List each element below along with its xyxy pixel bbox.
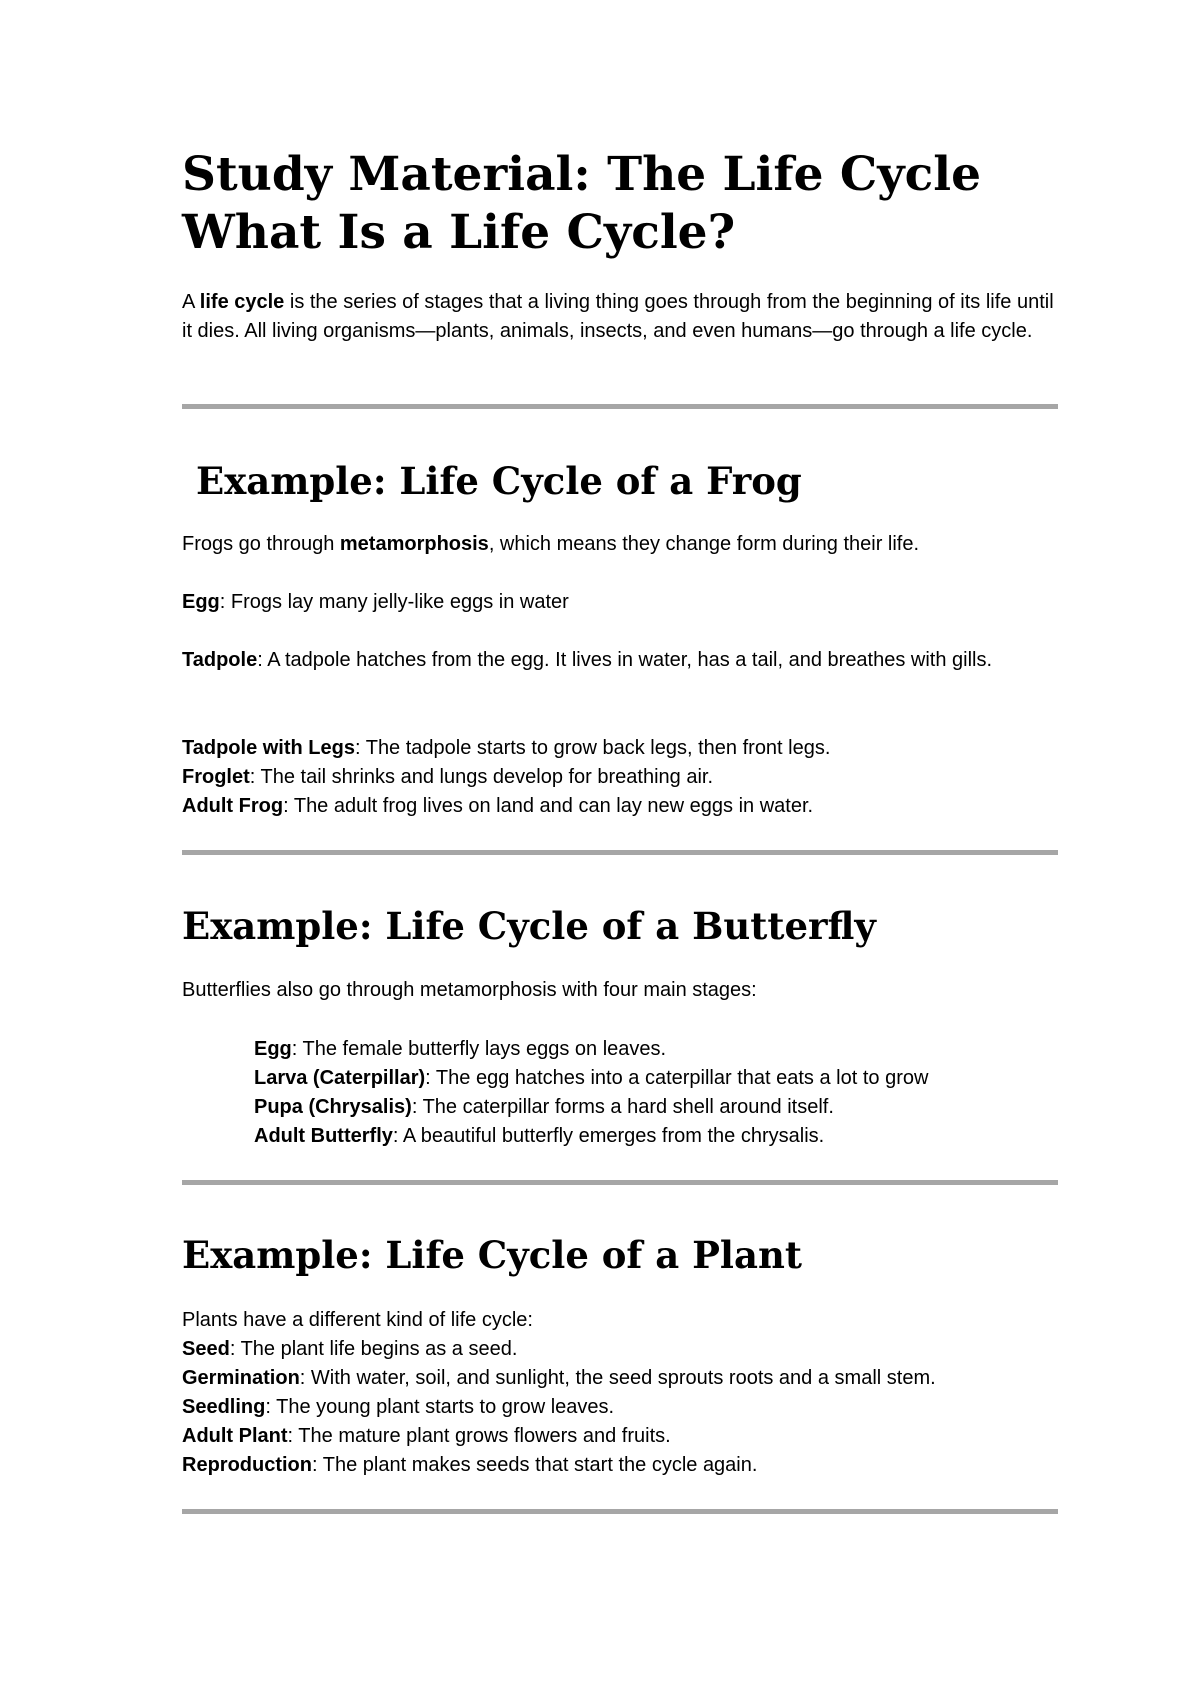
frog-egg: Egg: Frogs lay many jelly-like eggs in water: [182, 591, 569, 613]
frog-tadpole: Tadpole: A tadpole hatches from the egg. It lives in water, has a tail, and breathes with gills.: [182, 649, 993, 671]
butterfly-egg: Egg: The female butterfly lays eggs on leaves.: [254, 1038, 667, 1060]
plant-reproduction: Reproduction: The plant makes seeds that start the cycle again.: [182, 1454, 758, 1476]
butterfly-larva: Larva (Caterpillar): The egg hatches into a caterpillar that eats a lot to grow: [254, 1067, 929, 1089]
divider: [182, 404, 1058, 409]
frog-adult: Adult Frog: The adult frog lives on land and can lay new eggs in water.: [182, 795, 814, 817]
plant-heading: Example: Life Cycle of a Plant: [182, 1233, 802, 1277]
divider: [182, 850, 1058, 855]
divider: [182, 1509, 1058, 1514]
plant-intro: Plants have a different kind of life cycle:: [182, 1309, 533, 1331]
butterfly-heading: Example: Life Cycle of a Butterfly: [182, 904, 876, 948]
frog-legs: Tadpole with Legs: The tadpole starts to grow back legs, then front legs.: [182, 737, 831, 759]
plant-seedling: Seedling: The young plant starts to grow leaves.: [182, 1396, 615, 1418]
title-line-1: Study Material: The Life Cycle: [182, 147, 981, 202]
plant-adult: Adult Plant: The mature plant grows flowers and fruits.: [182, 1425, 671, 1447]
frog-intro: Frogs go through metamorphosis, which means they change form during their life.: [182, 533, 920, 555]
butterfly-adult: Adult Butterfly: A beautiful butterfly emerges from the chrysalis.: [254, 1125, 825, 1147]
butterfly-pupa: Pupa (Chrysalis): The caterpillar forms a hard shell around itself.: [254, 1096, 834, 1118]
divider: [182, 1180, 1058, 1185]
intro-paragraph: A life cycle is the series of stages that a living thing goes through from the beginning of its life until it dies. All living organisms—plants, animals, insects, and even humans—go through a life cycle.: [182, 291, 1054, 342]
title-line-2: What Is a Life Cycle?: [182, 205, 736, 260]
butterfly-intro: Butterflies also go through metamorphosis with four main stages:: [182, 979, 757, 1001]
plant-seed: Seed: The plant life begins as a seed.: [182, 1338, 518, 1360]
plant-germination: Germination: With water, soil, and sunlight, the seed sprouts roots and a small stem.: [182, 1367, 936, 1389]
frog-froglet: Froglet: The tail shrinks and lungs develop for breathing air.: [182, 766, 714, 788]
frog-heading: Example: Life Cycle of a Frog: [196, 459, 802, 503]
